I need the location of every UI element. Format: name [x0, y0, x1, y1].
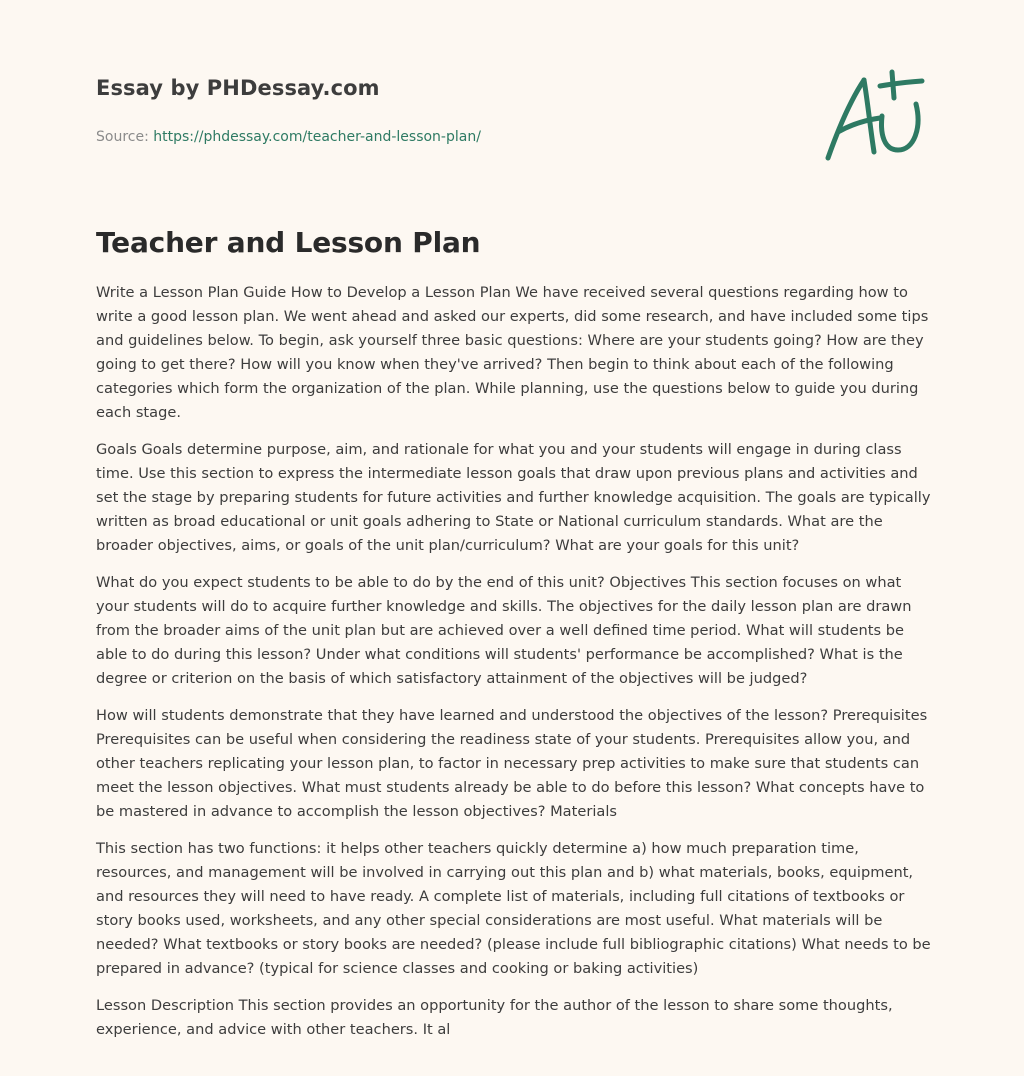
- site-brand: Essay by PHDessay.com: [96, 76, 380, 100]
- page-header: [96, 76, 796, 145]
- article-paragraph: This section has two functions: it helps other teachers quickly determine a) how much preparation time, resources, and management will be involved in carrying out this plan and b) what materials, books, equipment, and resources they will need to have ready. A complete list of materials, including full citations of textbooks or story books used, worksheets, and any other special considerations are most useful. What materials will be needed? What textbooks or story books are needed? (please include full bibliographic citations) What needs to be prepared in advance? (typical for science classes and cooking or baking activities): [96, 840, 931, 977]
- article-title: Teacher and Lesson Plan: [96, 226, 481, 259]
- article-paragraph: Goals Goals determine purpose, aim, and rationale for what you and your students will engage in during class time. Use this section to express the intermediate lesson goals that draw upon previous plans and activities and set the stage by preparing students for future activities and further knowledge acquisition. The goals are typically written as broad educational or unit goals adhering to State or National curriculum standards. What are the broader objectives, aims, or goals of the unit plan/curriculum? What are your goals for this unit?: [96, 441, 931, 554]
- article-paragraph: What do you expect students to be able to do by the end of this unit? Objectives This section focuses on what your students will do to acquire further knowledge and skills. The objectives for the daily lesson plan are drawn from the broader aims of the unit plan but are achieved over a well defined time period. What will students be able to do during this lesson? Under what conditions will students' performance be accomplished? What is the degree or criterion on the basis of which satisfactory attainment of the objectives will be judged?: [96, 574, 912, 687]
- article-paragraph: Lesson Description This section provides an opportunity for the author of the lesson to share some thoughts, experience, and advice with other teachers. It al: [96, 997, 893, 1038]
- article: [96, 226, 932, 1055]
- source-line: [96, 129, 796, 145]
- article-paragraph: How will students demonstrate that they have learned and understood the objectives of the lesson? Prerequisites Prerequisites can be useful when considering the readiness state of your students. Prerequisites allow you, and other teachers replicating your lesson plan, to factor in necessary prep activities to make sure that students can meet the lesson objectives. What must students already be able to do before this lesson? What concepts have to be mastered in advance to accomplish the lesson objectives? Materials: [96, 707, 928, 820]
- a-plus-logo-icon: [818, 64, 934, 168]
- source-link[interactable]: https://phdessay.com/teacher-and-lesson-plan/: [153, 129, 481, 145]
- source-label: Source:: [96, 129, 154, 145]
- article-paragraph: Write a Lesson Plan Guide How to Develop a Lesson Plan We have received several questions regarding how to write a good lesson plan. We went ahead and asked our experts, did some research, and have included some tips and guidelines below. To begin, ask yourself three basic questions: Where are your students going? How are they going to get there? How will you know when they've arrived? Then begin to think about each of the following categories which form the organization of the plan. While planning, use the questions below to guide you during each stage.: [96, 284, 929, 421]
